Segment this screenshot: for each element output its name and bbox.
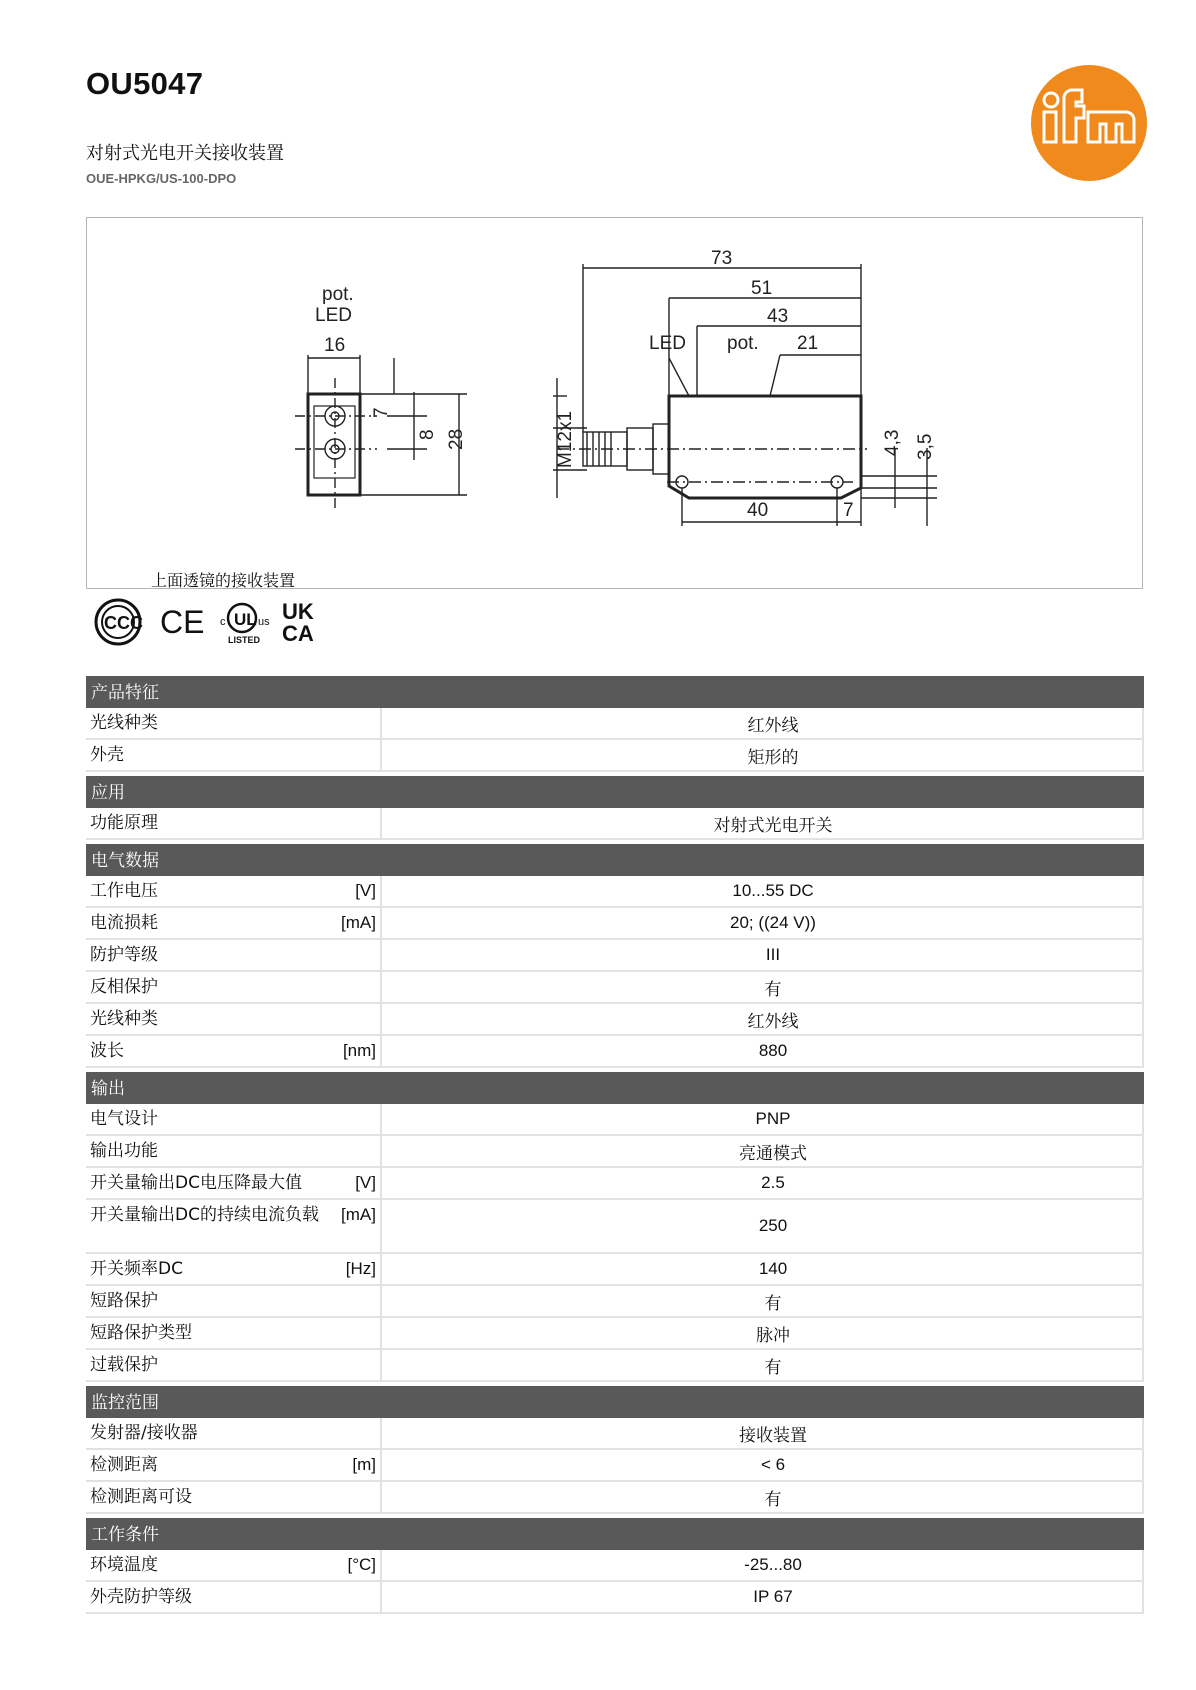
spec-row [86, 1582, 1144, 1614]
spec-unit: [V] [355, 881, 376, 900]
spec-label-cell [86, 1286, 382, 1316]
svg-text:73: 73 [711, 248, 733, 269]
spec-label-cell [86, 940, 382, 970]
dimension-drawing [86, 217, 1143, 589]
spec-value: 脉冲 [404, 1318, 1144, 1348]
spec-row [86, 1286, 1144, 1318]
spec-label: 短路保护类型 [90, 1323, 192, 1343]
spec-label-cell [86, 1254, 382, 1284]
section-header: 监控范围 [86, 1386, 1144, 1418]
spec-label: 反相保护 [90, 977, 158, 997]
spec-value: 矩形的 [404, 740, 1144, 770]
spec-unit: [°C] [347, 1555, 376, 1574]
spec-label: 检测距离可设 [90, 1487, 192, 1507]
spec-value: 有 [404, 1482, 1144, 1512]
section-header: 电气数据 [86, 844, 1144, 876]
spec-label: 光线种类 [90, 713, 158, 733]
spec-unit: [m] [352, 1455, 376, 1474]
product-name: 对射式光电开关接收装置 [86, 143, 284, 164]
section-header: 输出 [86, 1072, 1144, 1104]
svg-text:us: us [258, 616, 270, 628]
spec-value: 140 [404, 1254, 1144, 1284]
spec-row [86, 1318, 1144, 1350]
svg-text:LED: LED [649, 333, 686, 354]
spec-row [86, 1168, 1144, 1200]
spec-label: 外壳 [90, 745, 124, 765]
spec-label-cell [86, 1450, 382, 1480]
spec-label: 电气设计 [90, 1109, 158, 1129]
spec-row [86, 1104, 1144, 1136]
ccc-mark-icon [96, 600, 143, 644]
spec-label-cell [86, 808, 382, 838]
spec-row [86, 972, 1144, 1004]
svg-text:40: 40 [747, 500, 769, 521]
spec-value: 红外线 [404, 1004, 1144, 1034]
spec-value: 有 [404, 1286, 1144, 1316]
spec-label-cell [86, 876, 382, 906]
svg-text:LED: LED [315, 305, 352, 326]
spec-value: 有 [404, 972, 1144, 1002]
section-header: 应用 [86, 776, 1144, 808]
spec-label: 过载保护 [90, 1355, 158, 1375]
certification-marks [92, 597, 332, 647]
svg-text:3,5: 3,5 [915, 433, 936, 460]
spec-value: -25...80 [404, 1550, 1144, 1580]
spec-label: 短路保护 [90, 1291, 158, 1311]
spec-unit: [nm] [342, 1041, 376, 1060]
spec-label-cell [86, 1350, 382, 1380]
spec-value: 250 [404, 1200, 1144, 1252]
spec-label-cell [86, 1136, 382, 1166]
spec-value: < 6 [404, 1450, 1144, 1480]
spec-label: 开关频率DC [90, 1259, 183, 1279]
spec-row [86, 1136, 1144, 1168]
front-view [295, 355, 467, 510]
svg-text:28: 28 [446, 428, 467, 450]
svg-text:UK: UK [282, 599, 314, 624]
svg-text:M12x1: M12x1 [555, 410, 576, 468]
spec-label-cell [86, 1318, 382, 1348]
spec-row [86, 1482, 1144, 1514]
side-view [553, 264, 937, 526]
spec-row [86, 1254, 1144, 1286]
spec-label-cell [86, 1582, 382, 1612]
spec-label: 光线种类 [90, 1009, 158, 1029]
svg-text:CA: CA [282, 621, 314, 646]
spec-label: 输出功能 [90, 1141, 158, 1161]
spec-label: 环境温度 [90, 1555, 158, 1575]
spec-value: PNP [404, 1104, 1144, 1134]
spec-label-cell [86, 1168, 382, 1198]
spec-label-cell [86, 708, 382, 738]
spec-label-cell [86, 1418, 382, 1448]
spec-label-cell [86, 1482, 382, 1512]
spec-value: 20; ((24 V)) [404, 908, 1144, 938]
spec-label: 波长 [90, 1041, 124, 1061]
svg-text:4,3: 4,3 [882, 429, 903, 456]
spec-value: 有 [404, 1350, 1144, 1380]
ukca-mark-icon [282, 599, 314, 646]
spec-label-cell [86, 908, 382, 938]
spec-row [86, 940, 1144, 972]
spec-label-cell [86, 1004, 382, 1034]
spec-label: 开关量输出DC的持续电流负载 [90, 1205, 319, 1225]
specification-table [86, 676, 1144, 1614]
spec-value: IP 67 [404, 1582, 1144, 1612]
spec-label: 防护等级 [90, 945, 158, 965]
svg-text:pot.: pot. [727, 333, 759, 354]
svg-text:UL: UL [234, 610, 257, 629]
svg-text:7: 7 [843, 500, 854, 521]
spec-row [86, 808, 1144, 840]
spec-label: 工作电压 [90, 881, 158, 901]
spec-row [86, 1036, 1144, 1068]
spec-unit: [Hz] [345, 1259, 376, 1278]
spec-label-cell [86, 740, 382, 770]
spec-label-cell [86, 1200, 382, 1252]
spec-value: 接收装置 [404, 1418, 1144, 1448]
svg-text:pot.: pot. [322, 284, 354, 305]
spec-row [86, 740, 1144, 772]
ce-mark-icon [160, 604, 204, 640]
spec-label: 功能原理 [90, 813, 158, 833]
spec-label-cell [86, 1550, 382, 1580]
spec-row [86, 1450, 1144, 1482]
spec-unit: [V] [355, 1173, 376, 1192]
spec-value: 880 [404, 1036, 1144, 1066]
spec-label: 发射器/接收器 [90, 1423, 198, 1443]
spec-label: 检测距离 [90, 1455, 158, 1475]
spec-value: 亮通模式 [404, 1136, 1144, 1166]
ifm-logo [1030, 64, 1148, 182]
spec-row [86, 1418, 1144, 1450]
svg-text:51: 51 [751, 278, 773, 299]
spec-row [86, 1200, 1144, 1254]
product-code: OU5047 [86, 66, 204, 101]
spec-label-cell [86, 1104, 382, 1134]
ul-listed-icon [220, 604, 270, 645]
svg-text:7: 7 [371, 407, 392, 418]
svg-text:43: 43 [767, 306, 789, 327]
svg-text:CE: CE [160, 604, 205, 640]
svg-text:8: 8 [417, 429, 438, 440]
spec-row [86, 708, 1144, 740]
product-article-code: OUE-HPKG/US-100-DPO [86, 171, 237, 186]
svg-text:CCC: CCC [104, 613, 143, 633]
spec-row [86, 1350, 1144, 1382]
spec-value: 10...55 DC [404, 876, 1144, 906]
spec-label-cell [86, 972, 382, 1002]
spec-row [86, 908, 1144, 940]
spec-unit: [mA] [341, 913, 376, 932]
spec-unit: [mA] [341, 1205, 376, 1224]
spec-row [86, 876, 1144, 908]
drawing-caption: 上面透镜的接收装置 [151, 571, 296, 590]
svg-text:16: 16 [324, 335, 346, 356]
spec-value: 对射式光电开关 [404, 808, 1144, 838]
spec-value: III [404, 940, 1144, 970]
spec-row [86, 1550, 1144, 1582]
spec-value: 红外线 [404, 708, 1144, 738]
svg-text:21: 21 [797, 333, 819, 354]
section-header: 工作条件 [86, 1518, 1144, 1550]
spec-label: 电流损耗 [90, 913, 158, 933]
spec-label-cell [86, 1036, 382, 1066]
spec-value: 2.5 [404, 1168, 1144, 1198]
svg-text:c: c [220, 616, 226, 628]
svg-text:LISTED: LISTED [228, 635, 261, 645]
spec-label: 开关量输出DC电压降最大值 [90, 1173, 302, 1193]
section-header: 产品特征 [86, 676, 1144, 708]
spec-row [86, 1004, 1144, 1036]
spec-label: 外壳防护等级 [90, 1587, 192, 1607]
